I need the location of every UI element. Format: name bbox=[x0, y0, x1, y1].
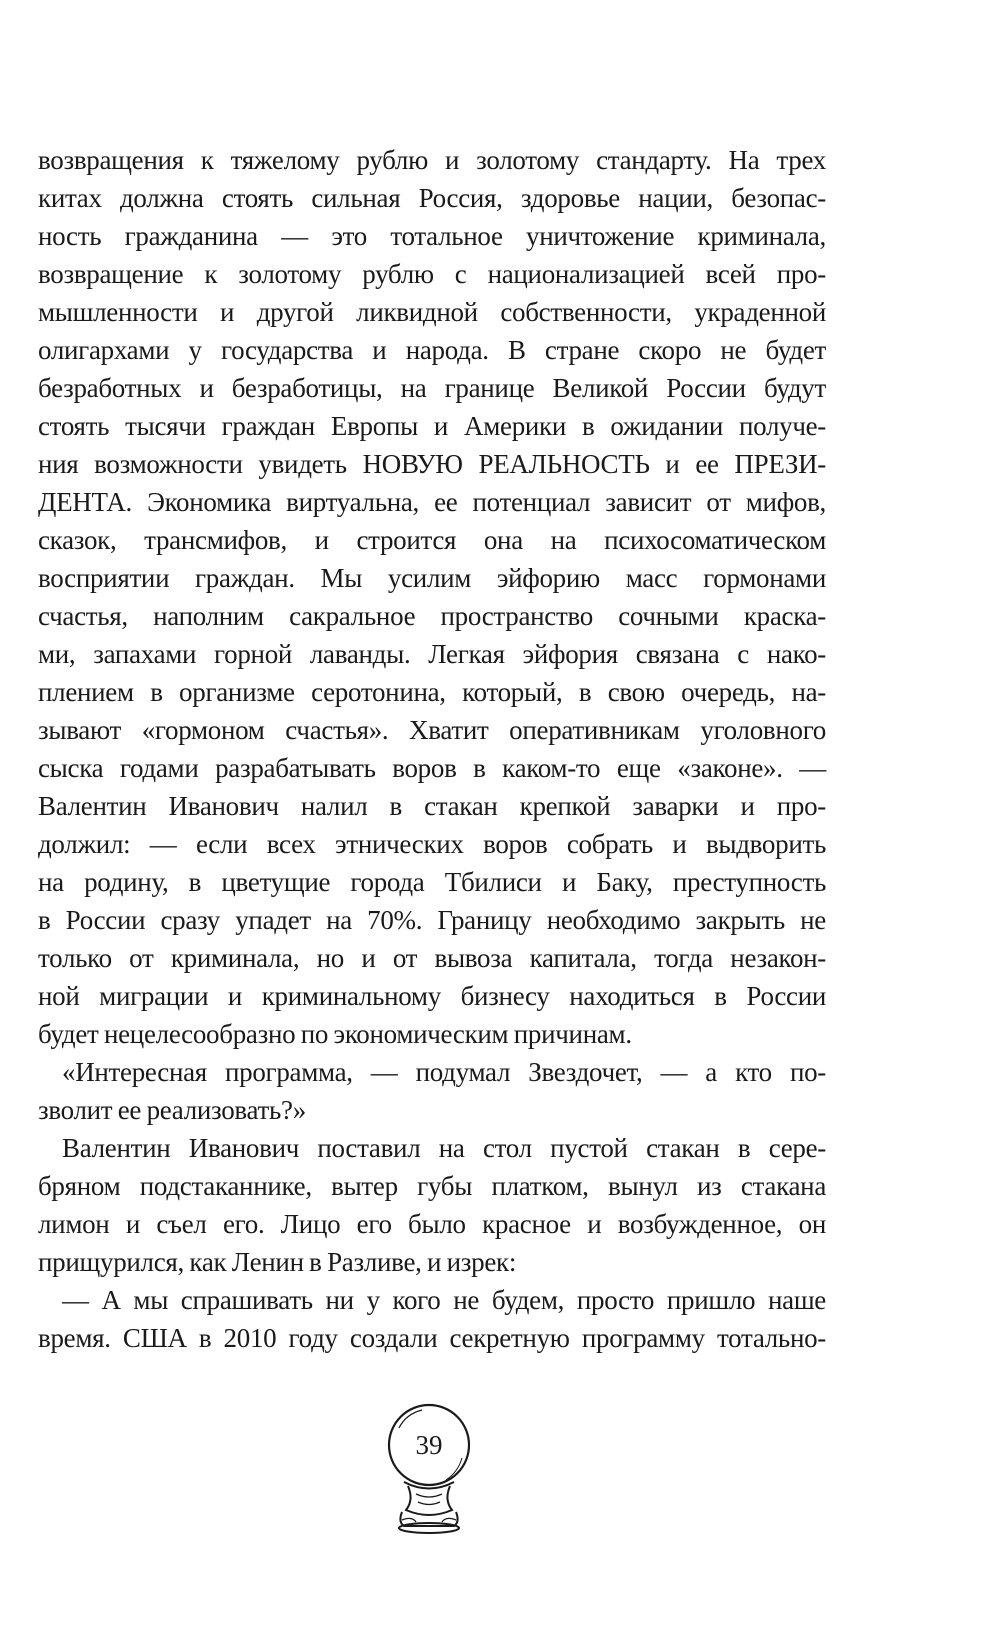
text-line: ми, запахами горной лаванды. Легкая эйфория связана с нако- bbox=[38, 639, 826, 669]
text-line: будет нецелесообразно по экономическим причинам. bbox=[38, 1019, 632, 1049]
text-line: только от криминала, но и от вывоза капитала, тогда незакон- bbox=[38, 943, 826, 973]
text-line: стоять тысячи граждан Европы и Америки в ожидании получе- bbox=[38, 411, 826, 441]
text-line: возвращения к тяжелому рублю и золотому стандарту. На трех bbox=[38, 145, 826, 175]
text-line: на родину, в цветущие города Тбилиси и Баку, преступность bbox=[38, 867, 826, 897]
text-line: сыска годами разрабатывать воров в каком-то еще «законе». — bbox=[38, 753, 826, 783]
text-line: олигархами у государства и народа. В стране скоро не будет bbox=[38, 335, 826, 365]
text-line: время. США в 2010 году создали секретную программу тотально- bbox=[38, 1323, 826, 1353]
text-line: Валентин Иванович поставил на стол пустой стакан в сере- bbox=[62, 1133, 826, 1163]
text-line: лимон и съел его. Лицо его было красное и возбужденное, он bbox=[38, 1209, 826, 1239]
text-line: ной миграции и криминальному бизнесу находиться в России bbox=[38, 981, 826, 1011]
text-line: ность гражданина — это тотальное уничтожение криминала, bbox=[38, 221, 826, 251]
text-line: в России сразу упадет на 70%. Границу необходимо закрыть не bbox=[38, 905, 826, 935]
text-line: должил: — если всех этнических воров собрать и выдворить bbox=[38, 829, 826, 859]
text-line: восприятии граждан. Мы усилим эйфорию масс гормонами bbox=[38, 563, 826, 593]
text-line: зывают «гормоном счастья». Хватит оперативникам уголовного bbox=[38, 715, 826, 745]
text-line: сказок, трансмифов, и строится она на психосоматическом bbox=[38, 525, 826, 555]
crystal-ball-icon bbox=[364, 1400, 494, 1550]
text-line: Валентин Иванович налил в стакан крепкой заварки и про- bbox=[38, 791, 826, 821]
text-line: — А мы спрашивать ни у кого не будем, просто пришло наше bbox=[62, 1285, 826, 1315]
text-line: мышленности и другой ликвидной собственности, украденной bbox=[38, 297, 826, 327]
text-line: ДЕНТА. Экономика виртуальна, ее потенциал зависит от мифов, bbox=[38, 487, 826, 517]
text-line: зволит ее реализовать?» bbox=[38, 1095, 306, 1125]
text-line: безработных и безработицы, на границе Великой России будут bbox=[38, 373, 826, 403]
page-number: 39 bbox=[415, 1430, 443, 1460]
text-line: бряном подстаканнике, вытер губы платком, вынул из стакана bbox=[38, 1171, 826, 1201]
text-line: прищурился, как Ленин в Разливе, и изрек: bbox=[38, 1247, 517, 1277]
text-line: плением в организме серотонина, который, в свою очередь, на- bbox=[38, 677, 826, 707]
text-line: «Интересная программа, — подумал Звездочет, — а кто по- bbox=[62, 1057, 826, 1087]
text-line: ния возможности увидеть НОВУЮ РЕАЛЬНОСТЬ и ее ПРЕЗИ- bbox=[38, 449, 826, 479]
text-line: китах должна стоять сильная Россия, здоровье нации, безопас- bbox=[38, 183, 826, 213]
text-line: возвращение к золотому рублю с национализацией всей про- bbox=[38, 259, 826, 289]
text-line: счастья, наполним сакральное пространство сочными краска- bbox=[38, 601, 826, 631]
